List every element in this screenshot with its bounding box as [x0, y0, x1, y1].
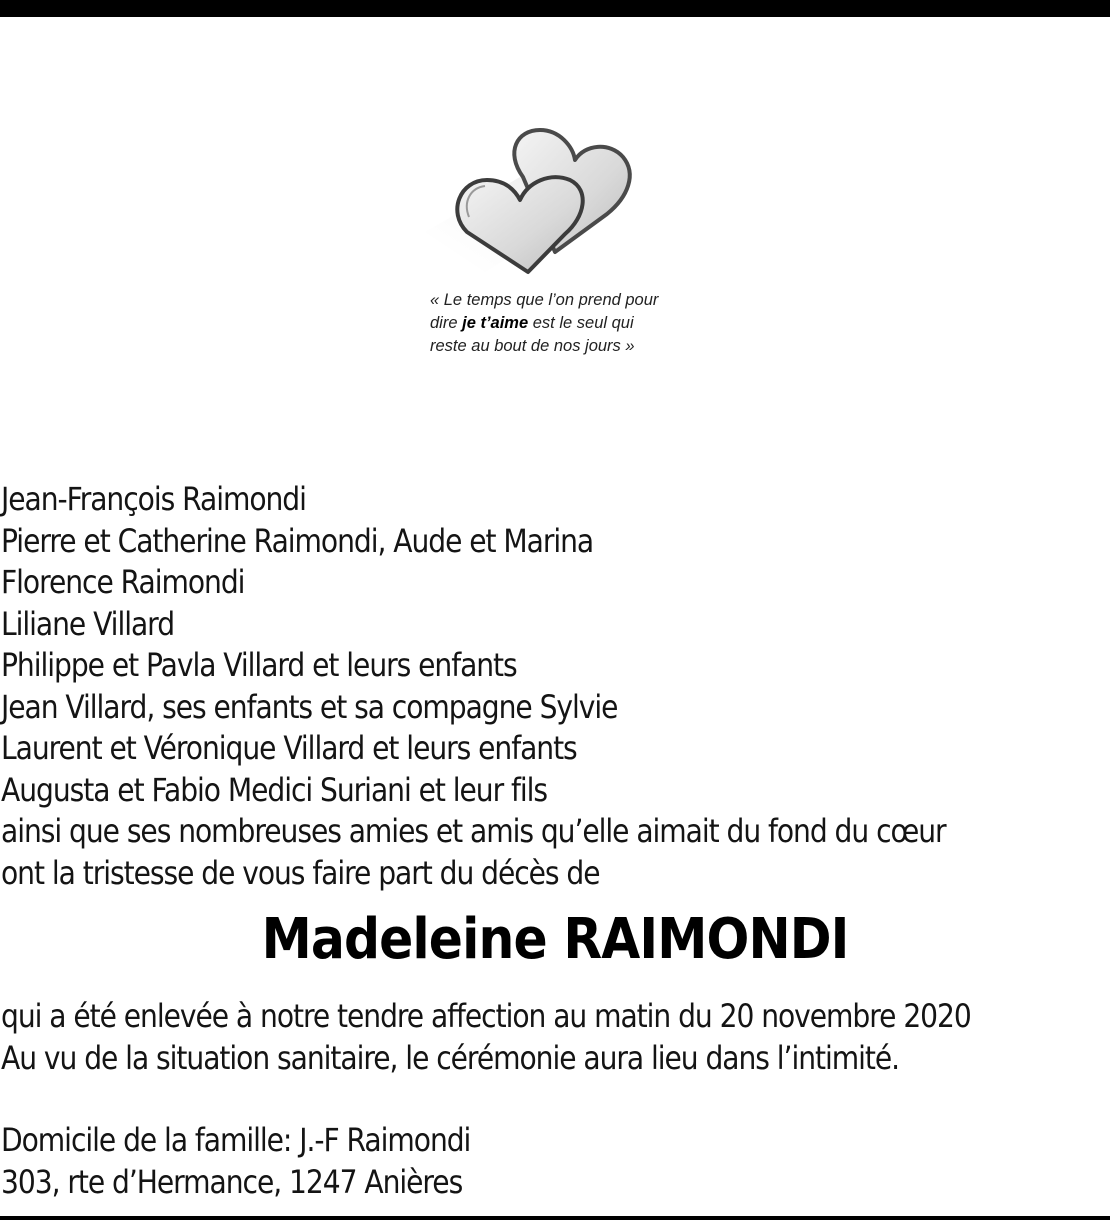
quote-line-2: dire je t’aime est le seul qui	[430, 314, 634, 332]
family-line: Laurent et Véronique Villard et leurs enfants	[1, 729, 577, 767]
family-line: Philippe et Pavla Villard et leurs enfants	[1, 646, 517, 684]
family-list	[1, 479, 1106, 894]
top-rule	[0, 0, 1110, 17]
family-line: Pierre et Catherine Raimondi, Aude et Marina	[1, 521, 594, 560]
quote-emphasis: je t’aime	[462, 314, 529, 332]
address-line: Domicile de la famille: J.-F Raimondi	[1, 1121, 471, 1159]
quote-line-3: reste au bout de nos jours »	[430, 337, 635, 355]
family-line: Florence Raimondi	[1, 563, 245, 601]
two-hearts-icon	[425, 122, 640, 292]
address-line: 303, rte d’Hermance, 1247 Anières	[1, 1162, 463, 1201]
announcement-text	[1, 996, 1106, 1079]
announcement-line: Au vu de la situation sanitaire, le cérémonie aura lieu dans l’intimité.	[1, 1038, 900, 1077]
family-line: ainsi que ses nombreuses amies et amis qu’elle aimait du fond du cœur	[1, 812, 946, 850]
quote-line-1: « Le temps que l’on prend pour	[430, 291, 659, 309]
family-line: Jean-François Raimondi	[1, 480, 306, 518]
family-line: Jean Villard, ses enfants et sa compagne Sylvie	[1, 687, 618, 726]
bottom-rule	[0, 1216, 1110, 1220]
announcement-line: qui a été enlevée à notre tendre affection au matin du 20 novembre 2020	[1, 997, 971, 1035]
quote	[430, 289, 730, 358]
family-line: Augusta et Fabio Medici Suriani et leur fils	[1, 770, 548, 809]
family-address	[1, 1120, 1106, 1203]
family-line: ont la tristesse de vous faire part du décès de	[1, 853, 600, 892]
family-line: Liliane Villard	[1, 604, 175, 643]
deceased-name: Madeleine RAIMONDI	[261, 907, 849, 972]
